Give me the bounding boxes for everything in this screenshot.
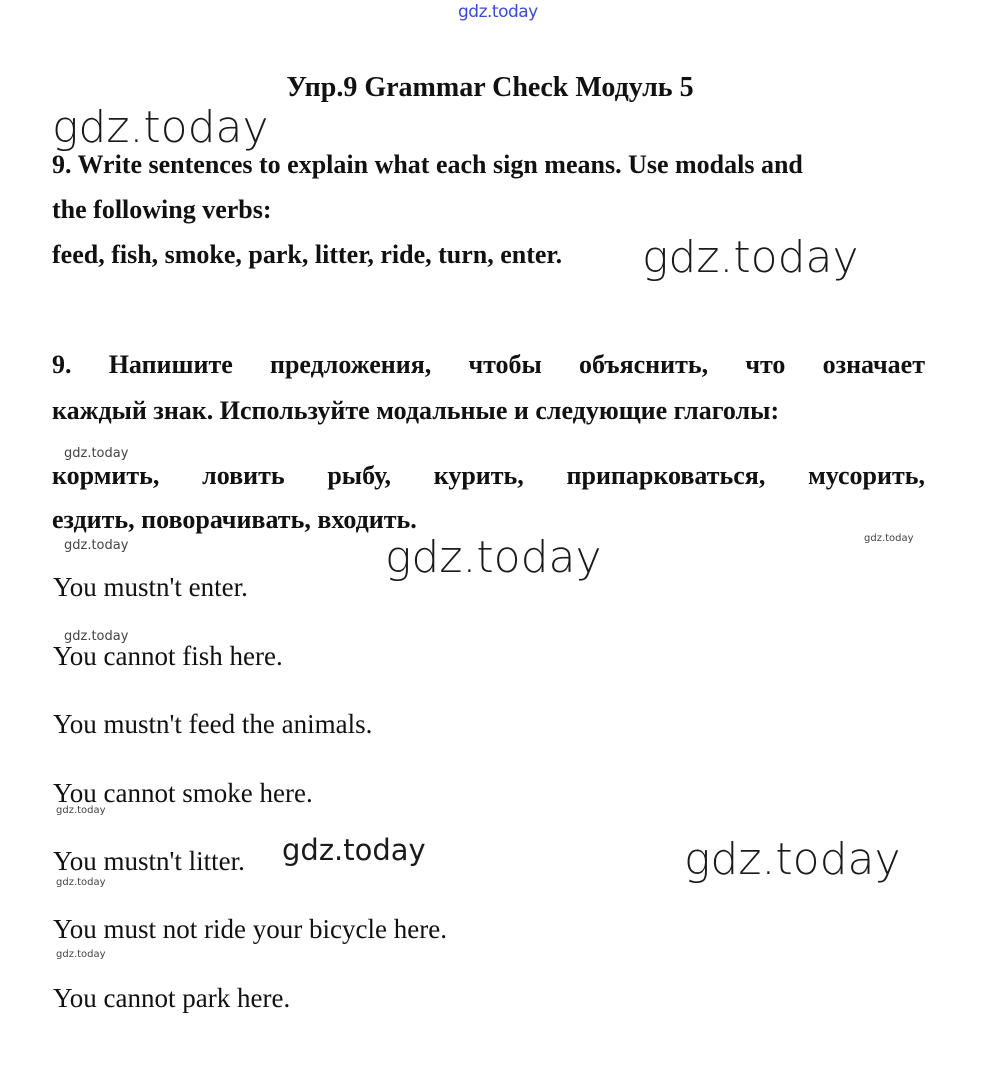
- watermark: gdz.today: [52, 102, 269, 153]
- task-ru-line-1: 9. Напишите предложения, чтобы объяснить, что означает: [52, 350, 925, 379]
- watermark: gdz.today: [64, 629, 129, 644]
- watermark: gdz.today: [64, 538, 129, 553]
- answer-2: You cannot fish here.: [53, 641, 283, 671]
- task-ru-line-4: ездить, поворачивать, входить.: [52, 505, 417, 534]
- top-watermark: gdz.today: [458, 2, 538, 22]
- watermark: gdz.today: [684, 834, 901, 885]
- watermark: gdz.today: [385, 532, 602, 583]
- watermark: gdz.today: [64, 446, 129, 461]
- task-en-line-3: feed, fish, smoke, park, litter, ride, turn, enter.: [52, 240, 563, 269]
- watermark: gdz.today: [282, 833, 426, 867]
- answer-4: You cannot smoke here.: [53, 778, 313, 808]
- answer-3: You mustn't feed the animals.: [53, 709, 373, 739]
- answer-7: You cannot park here.: [53, 983, 291, 1013]
- task-en-line-1: 9. Write sentences to explain what each sign means. Use modals and: [52, 150, 803, 179]
- watermark: gdz.today: [864, 533, 914, 544]
- watermark: gdz.today: [56, 877, 106, 888]
- answer-1: You mustn't enter.: [53, 572, 248, 602]
- task-ru-line-2: каждый знак. Используйте модальные и следующие глаголы:: [52, 396, 780, 425]
- watermark: gdz.today: [642, 232, 859, 283]
- page-title: Упр.9 Grammar Check Модуль 5: [286, 72, 694, 103]
- answer-6: You must not ride your bicycle here.: [53, 914, 447, 944]
- task-ru-line-3: кормить, ловить рыбу, курить, припарковаться, мусорить,: [52, 461, 925, 490]
- watermark: gdz.today: [56, 805, 106, 816]
- answer-5: You mustn't litter.: [53, 846, 245, 876]
- watermark: gdz.today: [56, 949, 106, 960]
- task-en-line-2: the following verbs:: [52, 195, 272, 224]
